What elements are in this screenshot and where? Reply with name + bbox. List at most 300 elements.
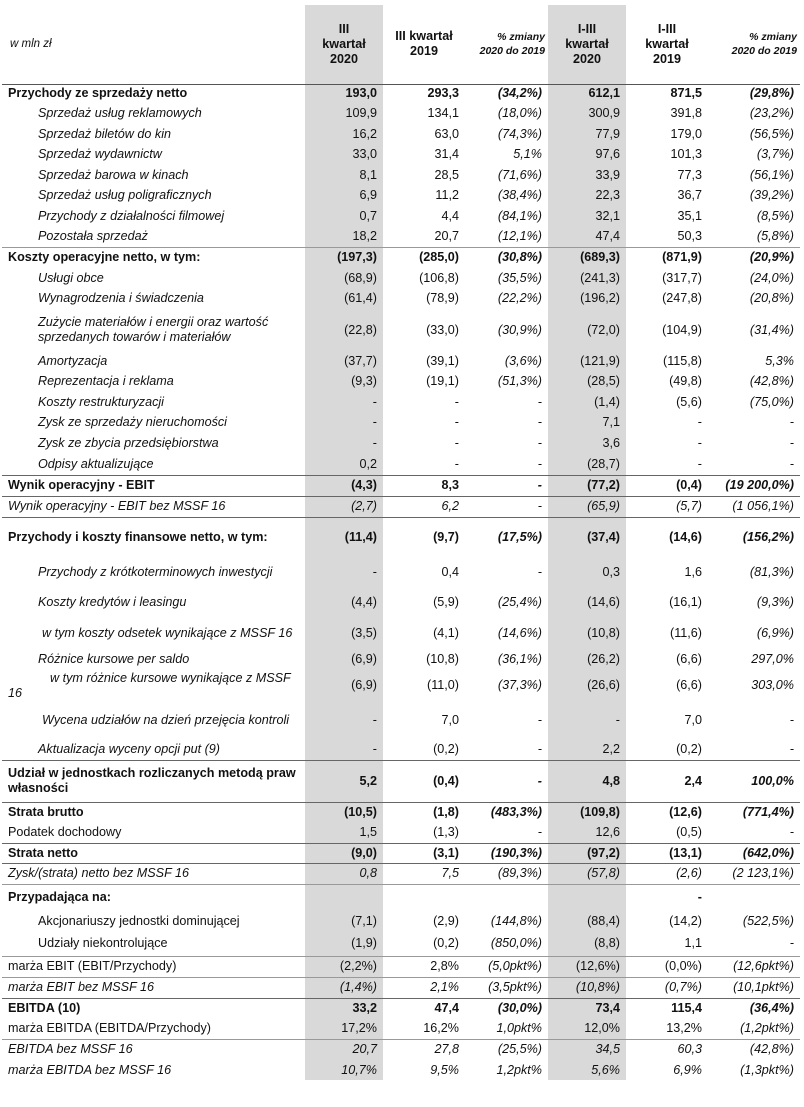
value-cell: (1,4) bbox=[548, 392, 626, 412]
value-cell: (12,6) bbox=[669, 805, 702, 820]
value-cell: (42,8%) bbox=[749, 374, 794, 388]
column-header-line: I-III bbox=[657, 21, 677, 36]
column-header-line: kwartał bbox=[565, 36, 609, 51]
value-cell: 11,2 bbox=[435, 188, 459, 202]
value-cell: (4,1) bbox=[433, 625, 459, 640]
value-cell: (144,8%) bbox=[490, 914, 542, 928]
value-cell: 5,1% bbox=[513, 147, 542, 161]
value-cell: (156,2%) bbox=[742, 529, 794, 544]
value-cell: (29,8%) bbox=[749, 86, 794, 101]
column-header-line: % zmiany bbox=[749, 31, 797, 44]
value-cell: (4,3) bbox=[305, 475, 383, 496]
value-cell: (18,0%) bbox=[497, 106, 542, 120]
column-header-line: III bbox=[338, 21, 350, 36]
row-przypadajaca-na bbox=[2, 884, 800, 911]
value-cell: (0,0%) bbox=[664, 959, 702, 973]
row-zysk-ze-sprzedazy-nieruchomosci bbox=[2, 412, 800, 433]
value-cell: (89,3%) bbox=[497, 866, 542, 880]
value-cell: - bbox=[789, 936, 794, 951]
value-cell: (247,8) bbox=[662, 291, 702, 305]
value-cell: 6,9% bbox=[673, 1062, 702, 1077]
row-przychody-z-dzialalnosci-filmowej bbox=[2, 206, 800, 226]
value-cell: 303,0% bbox=[751, 678, 794, 692]
column-header bbox=[708, 5, 800, 84]
value-cell: (11,0) bbox=[427, 678, 459, 692]
row-label: Akcjonariuszy jednostki dominującej bbox=[38, 914, 240, 928]
value-cell: (115,8) bbox=[663, 353, 702, 368]
value-cell: (88,4) bbox=[548, 911, 626, 932]
row-label: Odpisy aktualizujące bbox=[38, 456, 154, 471]
value-cell: 4,4 bbox=[441, 208, 459, 223]
value-cell: (106,8) bbox=[419, 270, 459, 285]
row-udzial-w-jednostkach-rozliczanych-metoda bbox=[2, 760, 800, 802]
value-cell: 300,9 bbox=[548, 103, 626, 124]
value-cell: (642,0%) bbox=[742, 845, 794, 860]
value-cell: 1,0pkt% bbox=[496, 1021, 542, 1036]
value-cell: (26,2) bbox=[548, 649, 626, 670]
value-cell: 100,0% bbox=[751, 773, 794, 788]
value-cell: - bbox=[305, 392, 383, 412]
value-cell: 115,4 bbox=[671, 1001, 702, 1016]
value-cell: 7,1 bbox=[548, 412, 626, 433]
value-cell: 1,2pkt% bbox=[496, 1062, 542, 1077]
row-label: Wycena udziałów na dzień przejęcia kontroli bbox=[42, 713, 290, 727]
value-cell: (12,6%) bbox=[548, 956, 626, 977]
value-cell: (57,8) bbox=[548, 863, 626, 884]
row-udzialy-niekontrolujace bbox=[2, 932, 800, 956]
value-cell: 7,0 bbox=[441, 713, 459, 727]
value-cell: (2,2%) bbox=[305, 956, 383, 977]
row-wynagrodzenia-i-swiadczenia bbox=[2, 288, 800, 309]
value-cell: 18,2 bbox=[305, 226, 383, 247]
column-header-line: kwartał bbox=[322, 36, 366, 51]
value-cell: (19 200,0%) bbox=[725, 478, 794, 492]
value-cell: (850,0%) bbox=[490, 936, 542, 951]
value-cell: 13,2% bbox=[666, 1021, 702, 1036]
value-cell: (10,1pkt%) bbox=[733, 980, 794, 994]
value-cell: 60,3 bbox=[677, 1042, 702, 1057]
value-cell: (1,3pkt%) bbox=[740, 1062, 794, 1077]
value-cell: (56,5%) bbox=[749, 126, 794, 141]
value-cell: 0,3 bbox=[548, 557, 626, 587]
value-cell: (1,3) bbox=[433, 825, 459, 840]
column-header-line: 2020 bbox=[329, 51, 359, 66]
value-cell bbox=[708, 884, 800, 911]
value-cell: (22,8) bbox=[305, 309, 383, 351]
value-cell: (3,5pkt%) bbox=[488, 980, 542, 994]
value-cell: 73,4 bbox=[548, 998, 626, 1019]
value-cell: 16,2% bbox=[423, 1021, 459, 1036]
row-przychody-z-krotkoterminowych-inwestycji bbox=[2, 557, 800, 587]
value-cell: - bbox=[537, 713, 542, 727]
value-cell: - bbox=[454, 415, 459, 429]
value-cell: (2 123,1%) bbox=[732, 866, 794, 880]
column-header bbox=[305, 5, 383, 84]
value-cell: 101,3 bbox=[670, 147, 702, 161]
value-cell: - bbox=[789, 825, 794, 840]
value-cell: 17,2% bbox=[305, 1019, 383, 1039]
column-header-line: % zmiany bbox=[497, 31, 545, 44]
column-header-line: I-III bbox=[577, 21, 597, 36]
value-cell: (37,7) bbox=[305, 351, 383, 371]
value-cell: (11,4) bbox=[305, 517, 383, 557]
value-cell: - bbox=[454, 456, 459, 471]
value-cell: - bbox=[537, 436, 542, 450]
row-label: w tym różnice kursowe wynikające z MSSF 16 bbox=[8, 670, 291, 700]
value-cell: (6,6) bbox=[676, 652, 702, 666]
row-zysk-ze-zbycia-przedsiebiorstwa bbox=[2, 433, 800, 454]
row-label: w tym koszty odsetek wynikające z MSSF 16 bbox=[42, 625, 293, 640]
value-cell: (317,7) bbox=[662, 270, 702, 285]
value-cell: (14,6) bbox=[548, 587, 626, 617]
value-cell: (26,6) bbox=[548, 670, 626, 701]
value-cell: 612,1 bbox=[548, 84, 626, 103]
value-cell: (8,8) bbox=[548, 932, 626, 956]
value-cell: (10,8) bbox=[548, 617, 626, 649]
value-cell: 2,4 bbox=[684, 773, 702, 788]
value-cell bbox=[548, 884, 626, 911]
value-cell: (28,5) bbox=[548, 371, 626, 392]
value-cell: (5,7) bbox=[676, 499, 702, 513]
column-header-line: III kwartał bbox=[395, 29, 453, 44]
value-cell: 1,5 bbox=[305, 823, 383, 843]
value-cell: (2,7) bbox=[305, 496, 383, 517]
value-cell: (13,1) bbox=[669, 845, 702, 860]
row-label: marża EBIT bez MSSF 16 bbox=[8, 980, 155, 994]
value-cell: (65,9) bbox=[548, 496, 626, 517]
value-cell: 7,5 bbox=[441, 866, 459, 880]
row-label: Amortyzacja bbox=[38, 353, 108, 368]
row-label: Koszty operacyjne netto, w tym: bbox=[8, 250, 201, 265]
row-label: Podatek dochodowy bbox=[8, 825, 122, 840]
value-cell: (12,6pkt%) bbox=[733, 959, 794, 973]
row-label: Sprzedaż wydawnictw bbox=[38, 147, 162, 161]
value-cell: (0,2) bbox=[433, 742, 459, 757]
value-cell: (33,0) bbox=[426, 322, 459, 337]
value-cell: (36,4%) bbox=[749, 1001, 794, 1016]
unit-label: w mln zł bbox=[10, 37, 52, 50]
value-cell: (23,2%) bbox=[749, 106, 794, 120]
value-cell: - bbox=[697, 890, 702, 905]
value-cell: (9,0) bbox=[305, 843, 383, 863]
value-cell: - bbox=[537, 773, 542, 788]
column-header-line: kwartał bbox=[645, 36, 689, 51]
row-przychody-ze-sprzedazy-netto bbox=[2, 84, 800, 103]
row-reprezentacja-i-reklama bbox=[2, 371, 800, 392]
value-cell: (20,8%) bbox=[749, 291, 794, 305]
row-label: Wynik operacyjny - EBIT bbox=[8, 478, 155, 492]
value-cell: (5,0pkt%) bbox=[488, 959, 542, 973]
value-cell: 297,0% bbox=[751, 652, 794, 666]
value-cell bbox=[465, 884, 548, 911]
row-ebitda-10 bbox=[2, 998, 800, 1019]
value-cell: 20,7 bbox=[434, 228, 459, 243]
value-cell: (1,9) bbox=[305, 932, 383, 956]
value-cell: 34,5 bbox=[548, 1039, 626, 1060]
value-cell: 2,2 bbox=[548, 740, 626, 760]
row-marza-ebit-ebit-przychody bbox=[2, 956, 800, 977]
table-body bbox=[2, 5, 800, 1080]
row-pozostala-sprzedaz bbox=[2, 226, 800, 247]
value-cell: (197,3) bbox=[305, 247, 383, 268]
column-header bbox=[548, 5, 626, 84]
value-cell: 28,5 bbox=[434, 167, 459, 182]
value-cell: (1,4%) bbox=[305, 977, 383, 998]
value-cell: (3,6%) bbox=[504, 353, 542, 368]
row-aktualizacja-wyceny-opcji-put-9 bbox=[2, 740, 800, 760]
value-cell: 0,2 bbox=[305, 454, 383, 475]
row-label: Usługi obce bbox=[38, 270, 104, 285]
value-cell: (3,1) bbox=[433, 845, 459, 860]
row-label: Strata netto bbox=[8, 845, 78, 860]
row-marza-ebit-bez-mssf-16 bbox=[2, 977, 800, 998]
value-cell: - bbox=[537, 499, 542, 513]
row-label: marża EBITDA (EBITDA/Przychody) bbox=[8, 1021, 211, 1036]
value-cell: (9,3%) bbox=[756, 594, 794, 609]
value-cell: (871,9) bbox=[662, 250, 702, 265]
row-label: EBITDA bez MSSF 16 bbox=[8, 1042, 133, 1057]
value-cell: - bbox=[305, 412, 383, 433]
value-cell: - bbox=[537, 742, 542, 757]
value-cell: (6,9) bbox=[305, 649, 383, 670]
value-cell: 8,1 bbox=[305, 165, 383, 185]
row-sprzedaz-biletow-do-kin bbox=[2, 124, 800, 144]
value-cell: (75,0%) bbox=[749, 394, 794, 409]
row-akcjonariuszy-jednostki-dominujacej bbox=[2, 911, 800, 932]
value-cell: 391,8 bbox=[670, 106, 702, 120]
value-cell: - bbox=[305, 557, 383, 587]
row-label: Przychody i koszty finansowe netto, w tym: bbox=[8, 529, 268, 544]
value-cell: (1 056,1%) bbox=[732, 499, 794, 513]
value-cell: (14,2) bbox=[669, 914, 702, 928]
value-cell: - bbox=[305, 433, 383, 454]
value-cell: (3,7%) bbox=[756, 147, 794, 161]
row-label: Udziały niekontrolujące bbox=[38, 936, 168, 951]
row-label: Przychody z krótkoterminowych inwestycji bbox=[38, 564, 273, 579]
value-cell: (0,2) bbox=[433, 936, 459, 951]
value-cell: (25,5%) bbox=[497, 1042, 542, 1057]
value-cell: (30,0%) bbox=[497, 1001, 542, 1016]
value-cell: (689,3) bbox=[548, 247, 626, 268]
value-cell: 36,7 bbox=[677, 188, 702, 202]
row-ebitda-bez-mssf-16 bbox=[2, 1039, 800, 1060]
value-cell: - bbox=[537, 394, 542, 409]
row-strata-brutto bbox=[2, 802, 800, 823]
value-cell: (77,2) bbox=[548, 475, 626, 496]
row-sprzedaz-uslug-reklamowych bbox=[2, 103, 800, 124]
value-cell: 32,1 bbox=[548, 206, 626, 226]
value-cell: 6,2 bbox=[441, 499, 459, 513]
row-label: Wynik operacyjny - EBIT bez MSSF 16 bbox=[8, 499, 226, 513]
row-label: Przychody z działalności filmowej bbox=[38, 208, 225, 223]
value-cell: (25,4%) bbox=[497, 594, 542, 609]
value-cell: (22,2%) bbox=[497, 291, 542, 305]
value-cell: (20,9%) bbox=[749, 250, 794, 265]
value-cell: 7,0 bbox=[684, 713, 702, 727]
value-cell: - bbox=[454, 436, 459, 450]
value-cell: 871,5 bbox=[670, 86, 702, 101]
value-cell: (72,0) bbox=[548, 309, 626, 351]
value-cell: 97,6 bbox=[548, 144, 626, 165]
value-cell: (7,1) bbox=[305, 911, 383, 932]
row-label: Przychody ze sprzedaży netto bbox=[8, 86, 188, 101]
column-header-line: 2020 do 2019 bbox=[479, 45, 545, 58]
value-cell: 9,5% bbox=[430, 1062, 459, 1077]
value-cell: (0,2) bbox=[676, 742, 702, 757]
value-cell: - bbox=[305, 740, 383, 760]
value-cell: (37,4) bbox=[548, 517, 626, 557]
header-row bbox=[2, 5, 800, 84]
value-cell: (74,3%) bbox=[497, 126, 542, 141]
value-cell: (78,9) bbox=[426, 291, 459, 305]
value-cell: (16,1) bbox=[669, 594, 702, 609]
row-label: Sprzedaż biletów do kin bbox=[38, 126, 172, 141]
row-label: Strata brutto bbox=[8, 805, 84, 820]
value-cell: 5,2 bbox=[305, 760, 383, 802]
value-cell: - bbox=[305, 701, 383, 740]
value-cell: 12,0% bbox=[548, 1019, 626, 1039]
row-sprzedaz-barowa-w-kinach bbox=[2, 165, 800, 185]
value-cell: (285,0) bbox=[419, 250, 459, 265]
row-wynik-operacyjny-ebit-bez-mssf-16 bbox=[2, 496, 800, 517]
value-cell: (0,7%) bbox=[664, 980, 702, 994]
row-koszty-operacyjne-netto-w-tym bbox=[2, 247, 800, 268]
value-cell: (17,5%) bbox=[497, 529, 542, 544]
value-cell: - bbox=[454, 394, 459, 409]
row-zuzycie-materialow-i-energii-oraz-wartos bbox=[2, 309, 800, 351]
value-cell: - bbox=[537, 415, 542, 429]
row-koszty-kredytow-i-leasingu bbox=[2, 587, 800, 617]
value-cell: 3,6 bbox=[548, 433, 626, 454]
value-cell: 0,8 bbox=[305, 863, 383, 884]
value-cell: (0,4) bbox=[433, 773, 459, 788]
value-cell: 31,4 bbox=[434, 147, 459, 161]
row-wynik-operacyjny-ebit bbox=[2, 475, 800, 496]
row-w-tym-koszty-odsetek-wynikajace-z-mssf-1 bbox=[2, 617, 800, 649]
row-label: Przypadająca na: bbox=[8, 890, 111, 905]
row-przychody-i-koszty-finansowe-netto-w-tym bbox=[2, 517, 800, 557]
row-amortyzacja bbox=[2, 351, 800, 371]
value-cell bbox=[383, 884, 465, 911]
financial-results-table bbox=[2, 5, 800, 1080]
value-cell: (196,2) bbox=[548, 288, 626, 309]
value-cell: (104,9) bbox=[662, 322, 702, 337]
row-label: Reprezentacja i reklama bbox=[38, 374, 174, 388]
value-cell: (483,3%) bbox=[490, 805, 542, 820]
value-cell: (0,4) bbox=[676, 478, 702, 492]
value-cell: (81,3%) bbox=[749, 564, 794, 579]
row-label: Udział w jednostkach rozliczanych metodą praw własności bbox=[8, 766, 296, 795]
value-cell: - bbox=[697, 456, 702, 471]
value-cell: 20,7 bbox=[305, 1039, 383, 1060]
value-cell: (5,6) bbox=[676, 394, 702, 409]
value-cell: (5,8%) bbox=[756, 228, 794, 243]
row-label: Koszty restrukturyzacji bbox=[38, 394, 164, 409]
value-cell: 293,3 bbox=[427, 86, 459, 101]
row-label: Koszty kredytów i leasingu bbox=[38, 594, 187, 609]
value-cell: (241,3) bbox=[548, 268, 626, 288]
row-label: Sprzedaż barowa w kinach bbox=[38, 167, 189, 182]
value-cell: - bbox=[789, 415, 794, 429]
value-cell: (42,8%) bbox=[749, 1042, 794, 1057]
value-cell: 5,3% bbox=[765, 353, 794, 368]
value-cell: (38,4%) bbox=[497, 188, 542, 202]
column-header-line: 2020 bbox=[572, 51, 602, 66]
value-cell: (3,5) bbox=[305, 617, 383, 649]
row-marza-ebitda-bez-mssf-16 bbox=[2, 1060, 800, 1080]
value-cell: (39,2%) bbox=[749, 188, 794, 202]
value-cell: 77,3 bbox=[677, 167, 702, 182]
value-cell: (10,8) bbox=[426, 652, 459, 666]
value-cell: (2,6) bbox=[676, 866, 702, 880]
row-label: Zysk ze sprzedaży nieruchomości bbox=[38, 415, 227, 429]
value-cell: (14,6%) bbox=[497, 625, 542, 640]
value-cell: (84,1%) bbox=[497, 208, 542, 223]
row-uslugi-obce bbox=[2, 268, 800, 288]
value-cell: (522,5%) bbox=[742, 914, 794, 928]
row-sprzedaz-wydawnictw bbox=[2, 144, 800, 165]
value-cell: - bbox=[537, 825, 542, 840]
column-header-line: 2020 do 2019 bbox=[731, 45, 797, 58]
value-cell bbox=[305, 884, 383, 911]
row-label: Sprzedaż usług poligraficznych bbox=[38, 188, 212, 202]
value-cell: 63,0 bbox=[434, 126, 459, 141]
row-zysk-strata-netto-bez-mssf-16 bbox=[2, 863, 800, 884]
row-label: Zysk/(strata) netto bez MSSF 16 bbox=[8, 866, 190, 880]
value-cell: 8,3 bbox=[441, 478, 459, 492]
value-cell: (30,8%) bbox=[497, 250, 542, 265]
value-cell: (5,9) bbox=[433, 594, 459, 609]
value-cell: 35,1 bbox=[677, 208, 702, 223]
value-cell: 5,6% bbox=[548, 1060, 626, 1080]
value-cell: 1,6 bbox=[684, 564, 702, 579]
value-cell: 6,9 bbox=[305, 185, 383, 206]
row-koszty-restrukturyzacji bbox=[2, 392, 800, 412]
row-wycena-udzialow-na-dzien-przejecia-kontr bbox=[2, 701, 800, 740]
value-cell: 2,1% bbox=[430, 980, 459, 994]
value-cell: (6,6) bbox=[676, 678, 702, 692]
value-cell: - bbox=[789, 742, 794, 757]
value-cell: (109,8) bbox=[548, 802, 626, 823]
value-cell: - bbox=[697, 436, 702, 450]
value-cell: (0,5) bbox=[676, 825, 702, 840]
value-cell: 0,4 bbox=[441, 564, 459, 579]
value-cell: (9,7) bbox=[433, 529, 459, 544]
row-label: Zużycie materiałów i energii oraz wartość sprzedanych towarów i materiałów bbox=[38, 315, 269, 344]
row-label: Różnice kursowe per saldo bbox=[38, 652, 190, 666]
value-cell: - bbox=[537, 456, 542, 471]
value-cell: 33,0 bbox=[305, 144, 383, 165]
value-cell: (39,1) bbox=[426, 353, 459, 368]
value-cell: (12,1%) bbox=[497, 228, 542, 243]
value-cell: (68,9) bbox=[305, 268, 383, 288]
value-cell: (8,5%) bbox=[756, 208, 794, 223]
value-cell: 50,3 bbox=[677, 228, 702, 243]
value-cell: - bbox=[697, 415, 702, 429]
value-cell: - bbox=[548, 701, 626, 740]
value-cell: (1,8) bbox=[433, 805, 459, 820]
value-cell: (190,3%) bbox=[490, 845, 542, 860]
value-cell: 179,0 bbox=[670, 126, 702, 141]
value-cell: (2,9) bbox=[433, 914, 459, 928]
value-cell: (11,6) bbox=[670, 625, 702, 640]
value-cell: (24,0%) bbox=[749, 270, 794, 285]
value-cell: (37,3%) bbox=[497, 678, 542, 692]
column-header-line: 2019 bbox=[409, 44, 439, 59]
value-cell: 109,9 bbox=[305, 103, 383, 124]
value-cell: 47,4 bbox=[548, 226, 626, 247]
column-header bbox=[626, 5, 708, 84]
